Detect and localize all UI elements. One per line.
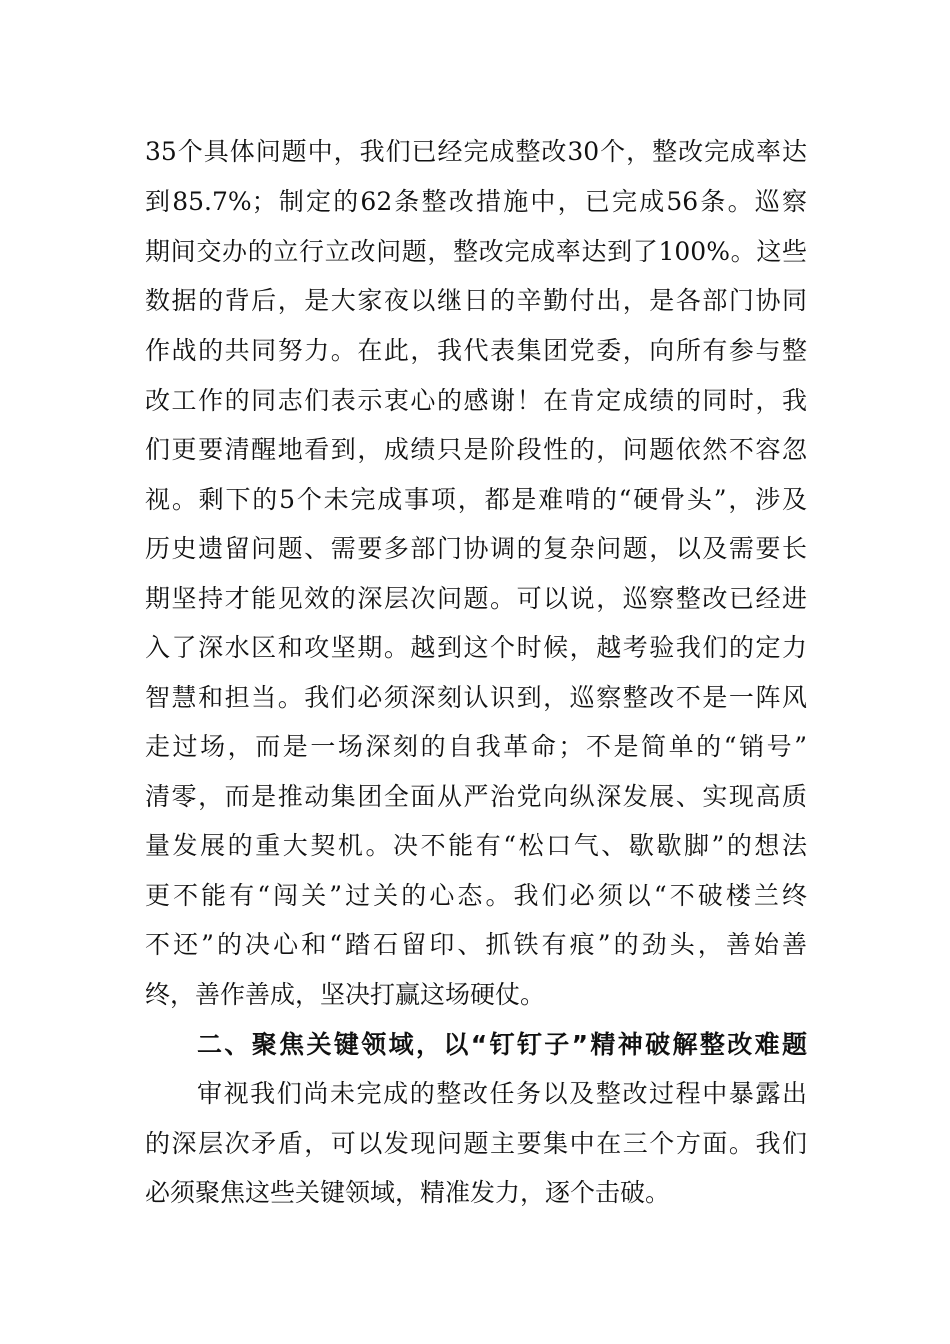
paragraph-line: 的深层次矛盾，可以发现问题主要集中在三个方面。我们 [145, 1129, 807, 1158]
paragraph-line: 审视我们尚未完成的整改任务以及整改过程中暴露出 [197, 1079, 807, 1108]
paragraph-line: 作战的共同努力。在此，我代表集团党委，向所有参与整 [145, 336, 807, 365]
paragraph-line: 量发展的重大契机。决不能有“松口气、歇歇脚”的想法 [145, 831, 807, 860]
paragraph-line: 视。剩下的5个未完成事项，都是难啃的“硬骨头”，涉及 [145, 485, 807, 514]
paragraph-line: 到85.7%；制定的62条整改措施中，已完成56条。巡察 [145, 187, 807, 216]
section-heading: 二、聚焦关键领域，以“钉钉子”精神破解整改难题 [197, 1030, 807, 1059]
paragraph-line: 必须聚焦这些关键领域，精准发力，逐个击破。 [145, 1178, 671, 1207]
paragraph-line: 终，善作善成，坚决打赢这场硬仗。 [145, 980, 546, 1009]
paragraph-line: 历史遗留问题、需要多部门协调的复杂问题，以及需要长 [145, 534, 807, 563]
paragraph-line: 智慧和担当。我们必须深刻认识到，巡察整改不是一阵风 [145, 683, 807, 712]
paragraph-line: 清零，而是推动集团全面从严治党向纵深发展、实现高质 [145, 782, 807, 811]
paragraph-line: 不还”的决心和“踏石留印、抓铁有痕”的劲头，善始善 [145, 930, 807, 959]
paragraph-line: 35个具体问题中，我们已经完成整改30个，整改完成率达 [145, 137, 807, 166]
paragraph-line: 期间交办的立行立改问题，整改完成率达到了100%。这些 [145, 237, 807, 266]
paragraph-line: 期坚持才能见效的深层次问题。可以说，巡察整改已经进 [145, 584, 807, 613]
paragraph-line: 数据的背后，是大家夜以继日的辛勤付出，是各部门协同 [145, 286, 807, 315]
paragraph-line: 走过场，而是一场深刻的自我革命；不是简单的“销号” [145, 732, 807, 761]
paragraph-line: 改工作的同志们表示衷心的感谢！在肯定成绩的同时，我 [145, 386, 807, 415]
paragraph-line: 们更要清醒地看到，成绩只是阶段性的，问题依然不容忽 [145, 435, 807, 464]
paragraph-line: 更不能有“闯关”过关的心态。我们必须以“不破楼兰终 [145, 881, 807, 910]
paragraph-line: 入了深水区和攻坚期。越到这个时候，越考验我们的定力 [145, 633, 807, 662]
